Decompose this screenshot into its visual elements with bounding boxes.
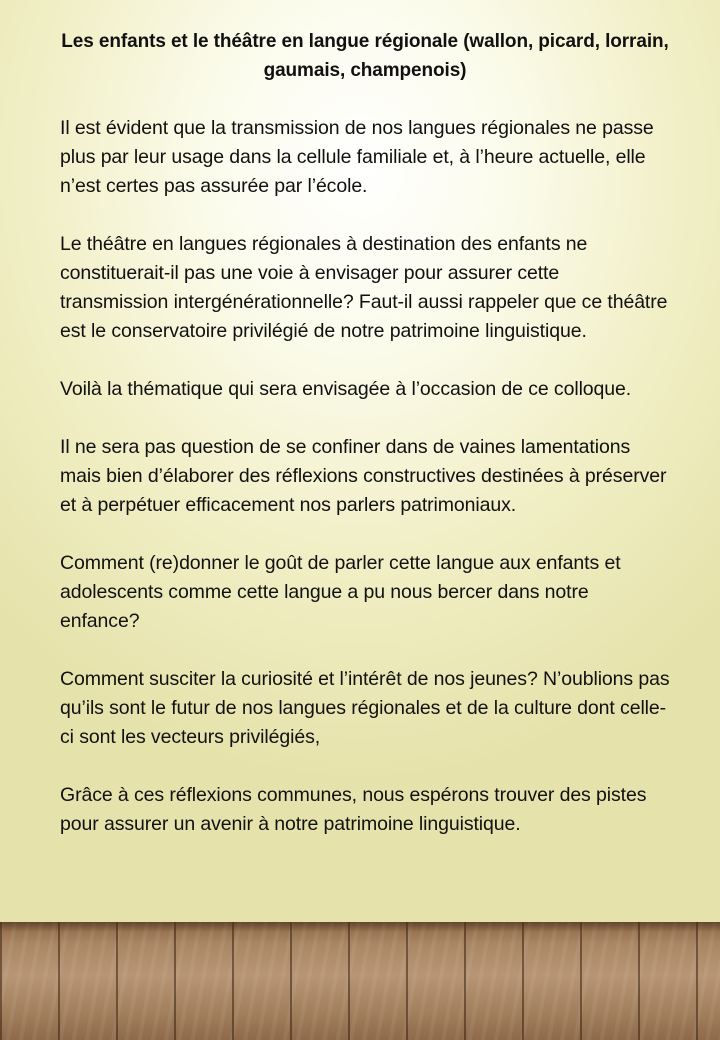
paragraph-reflexions: Il ne sera pas question de se confiner dans de vaines lamentations mais bien d’élaborer des réflexions constructives destinées à préserver et à perpétuer efficacement nos parlers patrimoniaux.	[60, 436, 667, 516]
paragraph-gout: Comment (re)donner le goût de parler cette langue aux enfants et adolescents comme cette langue a pu nous bercer dans notre enfance?	[60, 552, 621, 632]
floor-edge-shadow	[0, 922, 720, 932]
paragraph-curiosite: Comment susciter la curiosité et l’intérêt de nos jeunes? N’oublions pas qu’ils sont le futur de nos langues régionales et de la culture dont celle-ci sont les vecteurs privilégiés,	[60, 668, 670, 748]
paragraph-thematique: Voilà la thématique qui sera envisagée à l’occasion de ce colloque.	[60, 378, 632, 400]
document-body	[60, 27, 670, 839]
paragraph-theatre: Le théâtre en langues régionales à destination des enfants ne constituerait-il pas une voie à envisager pour assurer cette transmission intergénérationnelle? Faut-il aussi rappeler que ce théâtre est le conservatoire privilégié de notre patrimoine linguistique.	[60, 233, 668, 342]
wooden-floor	[0, 922, 720, 1040]
paragraph-transmission: Il est évident que la transmission de nos langues régionales ne passe plus par leur usage dans la cellule familiale et, à l’heure actuelle, elle n’est certes pas assurée par l’école.	[60, 117, 654, 197]
paragraph-avenir: Grâce à ces réflexions communes, nous espérons trouver des pistes pour assurer un avenir à notre patrimoine linguistique.	[60, 784, 647, 835]
document-title: Les enfants et le théâtre en langue régionale (wallon, picard, lorrain, gaumais, champenois)	[61, 31, 669, 81]
